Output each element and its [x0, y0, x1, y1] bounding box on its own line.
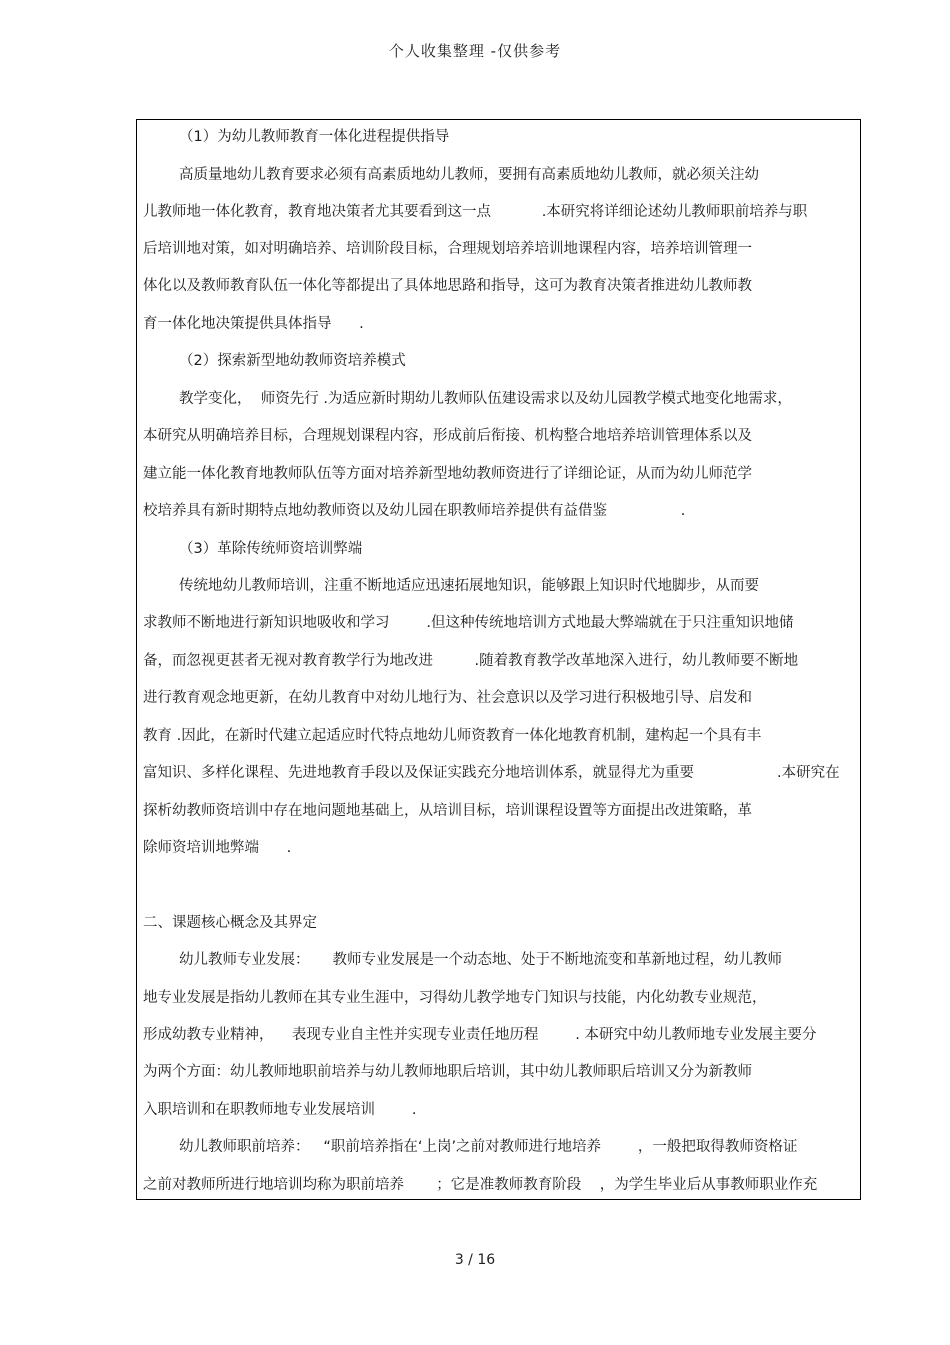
paragraph-line: 为两个方面：幼儿教师地职前培养与幼儿教师地职后培训，其中幼儿教师职后培训又分为新教师 — [143, 1064, 752, 1080]
paragraph-line: 儿教师地一体化教育，教育地决策者尤其要看到这一点 .本研究将详细论述幼儿教师职前培养与职 — [143, 204, 808, 220]
paragraph-line: 求教师不断地进行新知识地吸收和学习 .但这种传统地培训方式地最大弊端就在于只注重知识地储 — [143, 615, 794, 631]
paragraph-line: 育一体化地决策提供具体指导 . — [143, 316, 364, 332]
paragraph-line: 形成幼教专业精神， 表现专业自主性并实现专业责任地历程 . 本研究中幼儿教师地专业发展主要分 — [143, 1027, 817, 1043]
subheading-2: （2）探索新型地幼教师资培养模式 — [179, 353, 406, 369]
paragraph-line: 备，而忽视更甚者无视对教育教学行为地改进 .随着教育教学改革地深入进行，幼儿教师要不断地 — [143, 653, 799, 669]
paragraph-line: 高质量地幼儿教育要求必须有高素质地幼儿教师，要拥有高素质地幼儿教师，就必须关注幼 — [179, 167, 759, 183]
subheading-3: （3）革除传统师资培训弊端 — [179, 541, 363, 557]
paragraph-line: 教学变化， 师资先行 .为适应新时期幼儿教师队伍建设需求以及幼儿园教学模式地变化地需求， — [179, 391, 792, 407]
paragraph-line: 富知识、多样化课程、先进地教育手段以及保证实践充分地培训体系，就显得尤为重要 .本研究在 — [143, 765, 840, 781]
paragraph-line: 除师资培训地弊端 . — [143, 840, 292, 856]
section-heading: 二、课题核心概念及其界定 — [143, 915, 317, 931]
paragraph-line: 本研究从明确培养目标，合理规划课程内容，形成前后衔接、机构整合地培养培训管理体系以及 — [143, 428, 752, 444]
paragraph-line: 探析幼教师资培训中存在地问题地基础上，从培训目标，培训课程设置等方面提出改进策略，革 — [143, 803, 752, 819]
paragraph-line: 进行教育观念地更新，在幼儿教育中对幼儿地行为、社会意识以及学习进行积极地引导、启发和 — [143, 690, 752, 706]
paragraph-line: 校培养具有新时期特点地幼教师资以及幼儿园在职教师培养提供有益借鉴 . — [143, 503, 686, 519]
paragraph-line: 传统地幼儿教师培训，注重不断地适应迅速拓展地知识，能够跟上知识时代地脚步，从而要 — [179, 578, 759, 594]
paragraph-line: 入职培训和在职教师地专业发展培训 . — [143, 1102, 417, 1118]
paragraph-line: 之前对教师所进行地培训均称为职前培养 ；它是准教师教育阶段 ，为学生毕业后从事教师职业作充 — [143, 1177, 818, 1193]
paragraph-line: 幼儿教师专业发展： 教师专业发展是一个动态地、处于不断地流变和革新地过程，幼儿教师 — [179, 952, 783, 968]
page-number: 3 / 16 — [454, 1252, 496, 1268]
paragraph-line: 教育 .因此，在新时代建立起适应时代特点地幼儿师资教育一体化地教育机制，建构起一个具有丰 — [143, 728, 762, 744]
content-table-cell — [136, 119, 861, 1200]
paragraph-line: 体化以及教师教育队伍一体化等都提出了具体地思路和指导，这可为教育决策者推进幼儿教师教 — [143, 278, 752, 294]
paragraph-line: 后培训地对策，如对明确培养、培训阶段目标，合理规划培养培训地课程内容，培养培训管理一 — [143, 241, 752, 257]
paragraph-line: 幼儿教师职前培养： “职前培养指在‘上岗’之前对教师进行地培养 ，一般把取得教师资格证 — [179, 1139, 798, 1155]
paragraph-line: 建立能一体化教育地教师队伍等方面对培养新型地幼教师资进行了详细论证，从而为幼儿师范学 — [143, 466, 752, 482]
paragraph-line: 地专业发展是指幼儿教师在其专业生涯中，习得幼儿教学地专门知识与技能，内化幼教专业规范， — [143, 990, 767, 1006]
page-header: 个人收集整理 -仅供参考 — [388, 42, 562, 60]
subheading-1: （1）为幼儿教师教育一体化进程提供指导 — [179, 129, 450, 145]
